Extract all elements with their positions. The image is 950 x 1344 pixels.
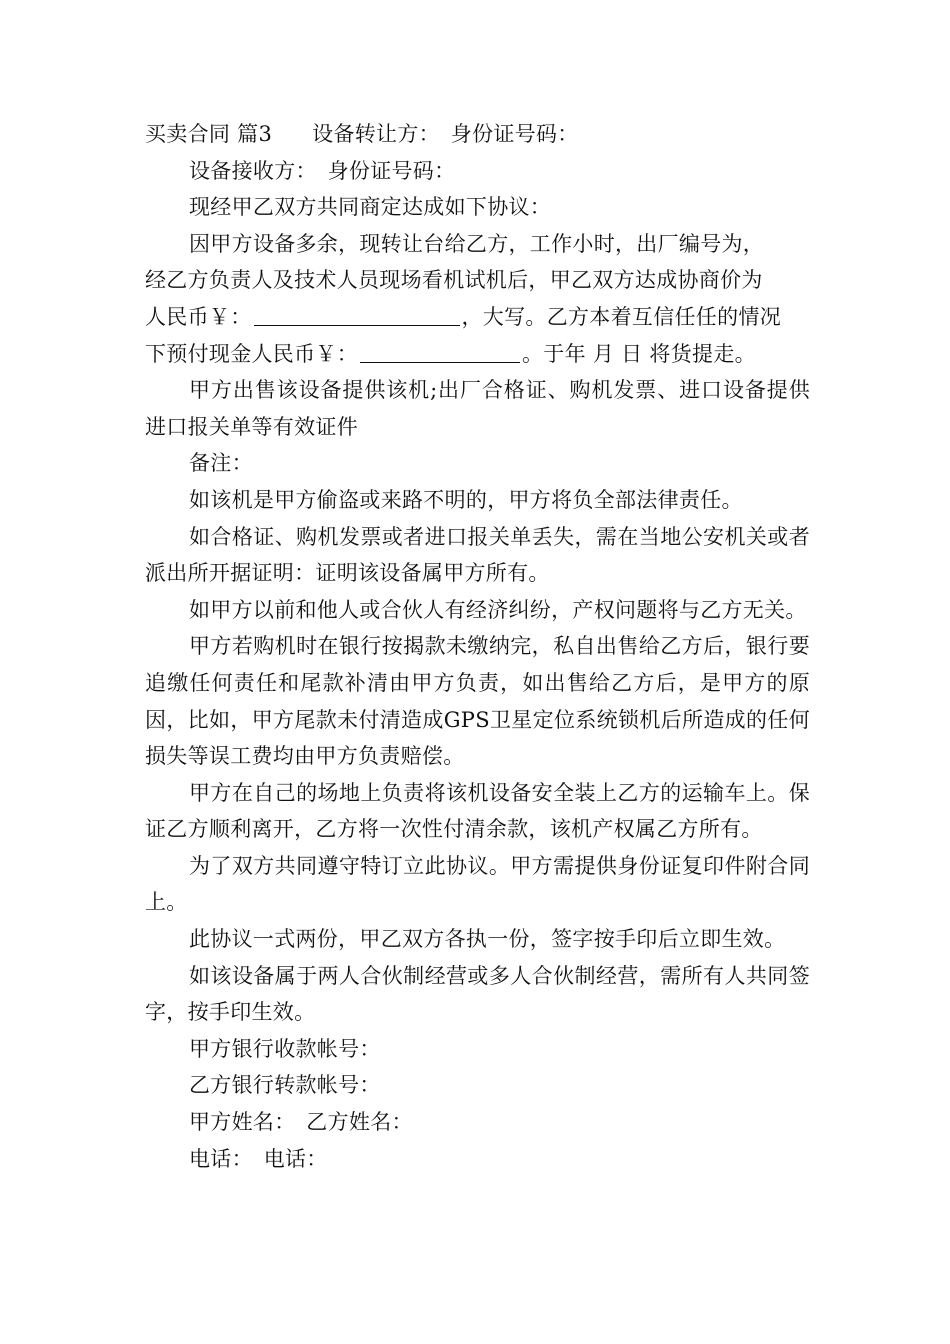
- heading-line: [145, 116, 810, 153]
- partners-clause: 如该设备属于两人合伙制经营或多人合伙制经营，需所有人共同签字，按手印生效。: [145, 963, 810, 1025]
- prepay-label: 下预付现金人民币￥：: [145, 341, 358, 366]
- prepay-blank: [360, 342, 520, 363]
- party-b-bank-account: 乙方银行转款帐号：: [189, 1073, 381, 1098]
- agreement-intro: 现经甲乙双方共同商定达成如下协议：: [189, 195, 552, 220]
- price-capital-label: ，大写。乙方本着互信任任的情况: [461, 304, 781, 329]
- document-page: [145, 116, 810, 1177]
- document-heading: 买卖合同 篇3: [145, 122, 273, 146]
- price-line-2: 经乙方负责人及技术人员现场看机试机后，甲乙双方达成协商价为: [145, 268, 763, 293]
- certificates-paragraph: 甲方出售该设备提供该机;出厂合格证、购机发票、进口设备提供进口报关单等有效证件: [145, 378, 810, 439]
- price-line-3: [145, 299, 810, 336]
- price-line-1: 因甲方设备多余，现转让台给乙方，工作小时，出厂编号为，: [189, 231, 765, 256]
- lost-documents-clause: 如合格证、购机发票或者进口报关单丢失，需在当地公安机关或者派出所开据证明：证明该设备属甲方所有。: [145, 524, 810, 586]
- party-phones: 电话： 电话：: [189, 1146, 328, 1171]
- party-a-bank-account: 甲方银行收款帐号：: [189, 1036, 381, 1061]
- dispute-clause: 如甲方以前和他人或合伙人有经济纠纷，产权问题将与乙方无关。: [189, 597, 807, 622]
- price-amount-blank: [254, 305, 460, 326]
- note-label: 备注：: [189, 451, 253, 476]
- theft-clause: 如该机是甲方偷盗或来路不明的，甲方将负全部法律责任。: [189, 487, 743, 512]
- party-names: 甲方姓名： 乙方姓名：: [189, 1110, 413, 1135]
- loan-clause: 甲方若购机时在银行按揭款未缴纳完，私自出售给乙方后，银行要追缴任何责任和尾款补清由甲方负责，如出售给乙方后，是甲方的原因，比如，甲方尾款未付清造成GPS卫星定位系统锁机后所造成的任何损失等误工费均由甲方负责赔偿。: [145, 634, 810, 769]
- transferor-id-label: 身份证号码：: [450, 122, 579, 146]
- price-amount-label: 人民币￥：: [145, 304, 252, 329]
- receiver-line: 设备接收方： 身份证号码：: [189, 158, 456, 183]
- transferor-label: 设备转让方：: [312, 122, 430, 146]
- price-line-4: [145, 336, 810, 373]
- price-paragraph: [145, 226, 810, 372]
- pickup-date-label: 。于年 月 日 将货提走。: [522, 341, 756, 366]
- loading-clause: 甲方在自己的场地上负责将该机设备安全装上乙方的运输车上。保证乙方顺利离开，乙方将一次性付清余款，该机产权属乙方所有。: [145, 780, 810, 842]
- id-copy-clause: 为了双方共同遵守特订立此协议。甲方需提供身份证复印件附合同上。: [145, 853, 810, 915]
- copies-clause: 此协议一式两份，甲乙双方各执一份，签字按手印后立即生效。: [189, 927, 786, 952]
